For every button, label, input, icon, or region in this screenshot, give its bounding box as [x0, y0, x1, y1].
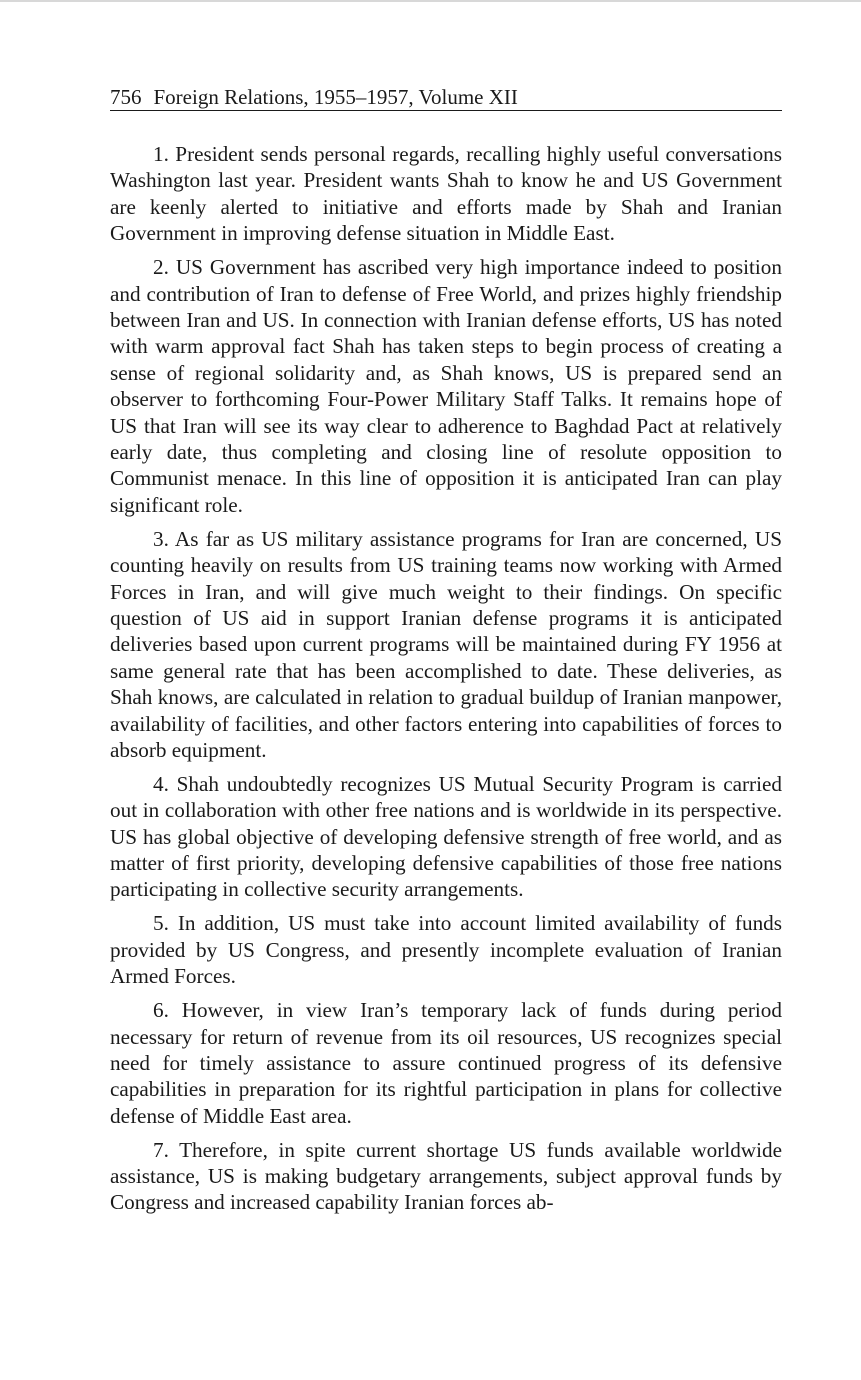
paragraph-1: 1. President sends personal regards, recalling highly useful conversations Washington last year. President wants Shah to know he and US Government are keenly alerted to initiative and efforts made by Shah and Iranian Government in improving defense situation in Middle East.: [110, 142, 782, 246]
paragraph-3: 3. As far as US military assistance programs for Iran are concerned, US counting heavily on results from US training teams now working with Armed Forces in Iran, and will give much weight to their findings. On specific question of US aid in support Iranian defense programs it is anticipated deliveries based upon current programs will be maintained during FY 1956 at same general rate that has been accomplished to date. These deliveries, as Shah knows, are calculated in relation to gradual buildup of Iranian manpower, availability of facilities, and other factors entering into capabilities of forces to absorb equipment.: [110, 526, 782, 762]
paragraph-4: 4. Shah undoubtedly recognizes US Mutual Security Program is carried out in collaboration with other free nations and is worldwide in its perspective. US has global objective of developing defensive strength of free world, and as matter of first priority, developing defensive capabilities of those free nations participating in collective security arrangements.: [110, 771, 782, 902]
paragraph-6: 6. However, in view Iran’s temporary lack of funds during period necessary for return of revenue from its oil resources, US recognizes special need for timely assistance to assure continued progress of its defensive capabilities in preparation for its rightful participation in plans for collective defense of Middle East area.: [110, 998, 782, 1128]
page-number: 756: [110, 85, 142, 109]
paragraph-7: 7. Therefore, in spite current shortage US funds available worldwide assistance, US is making budgetary arrangements, subject approval funds by Congress and increased capability Iranian forces ab-: [110, 1137, 782, 1215]
page-top-edge: [0, 0, 861, 2]
document-body: [110, 141, 782, 1223]
running-head: [110, 84, 782, 111]
paragraph-5: 5. In addition, US must take into account limited availability of funds provided by US Congress, and presently incomplete evaluation of Iranian Armed Forces.: [110, 911, 782, 989]
paragraph-2: 2. US Government has ascribed very high importance indeed to position and contribution of Iran to defense of Free World, and prizes highly friendship between Iran and US. In connection with Iranian defense efforts, US has noted with warm approval fact Shah has taken steps to begin process of creating a sense of regional solidarity and, as Shah knows, US is prepared send an observer to forthcoming Four-Power Military Staff Talks. It remains hope of US that Iran will see its way clear to adherence to Baghdad Pact at relatively early date, thus completing and closing line of resolute opposition to Communist menace. In this line of opposition it is anticipated Iran can play significant role.: [110, 255, 782, 517]
running-title: Foreign Relations, 1955–1957, Volume XII: [153, 85, 518, 109]
